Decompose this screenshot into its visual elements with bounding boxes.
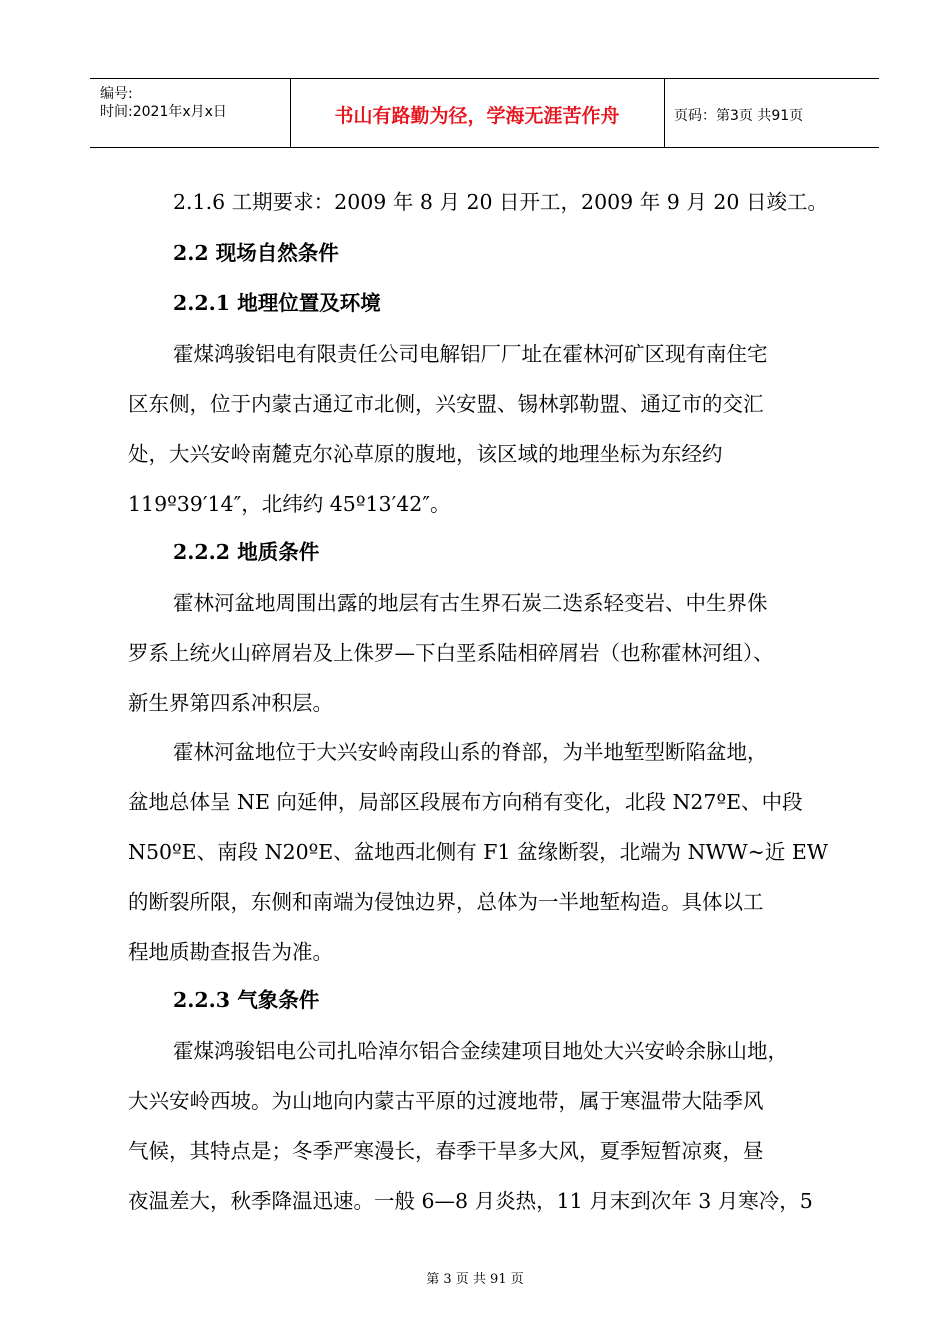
paragraph-line: 区东侧，位于内蒙古通辽市北侧，兴安盟、锡林郭勒盟、通辽市的交汇 [128, 392, 764, 416]
paragraph-line: 的断裂所限，东侧和南端为侵蚀边界，总体为一半地堑构造。具体以工 [128, 890, 764, 914]
header-motto: 书山有路勤为径，学海无涯苦作舟 [334, 105, 620, 127]
paragraph-line: 程地质勘查报告为准。 [128, 940, 333, 964]
paragraph-line: 大兴安岭西坡。为山地向内蒙古平原的过渡地带，属于寒温带大陆季风 [128, 1089, 764, 1113]
paragraph-line: 夜温差大，秋季降温迅速。一般 6—8 月炎热，11 月末到次年 3 月寒冷，5 [128, 1189, 813, 1213]
subsection-heading: 2.2.3 气象条件 [173, 988, 320, 1012]
paragraph-line: N50ºE、南段 N20ºE、盆地西北侧有 F1 盆缘断裂，北端为 NWW~近 EW [128, 840, 828, 864]
paragraph-line: 霍林河盆地周围出露的地层有古生界石炭二迭系轻变岩、中生界侏 [173, 591, 768, 615]
schedule-line: 2.1.6 工期要求：2009 年 8 月 20 日开工，2009 年 9 月 20 日竣工。 [173, 190, 828, 214]
paragraph-line: 处，大兴安岭南麓克尔沁草原的腹地，该区域的地理坐标为东经约 [128, 442, 723, 466]
subsection-heading: 2.2.2 地质条件 [173, 540, 320, 564]
paragraph-line: 新生界第四系冲积层。 [128, 691, 333, 715]
paragraph-line: 119º39′14″，北纬约 45º13′42″。 [128, 492, 451, 516]
paragraph-line: 盆地总体呈 NE 向延伸，局部区段展布方向稍有变化，北段 N27ºE、中段 [128, 790, 803, 814]
paragraph-line: 霍煤鸿骏铝电有限责任公司电解铝厂厂址在霍林河矿区现有南住宅 [173, 342, 768, 366]
subsection-heading: 2.2.1 地理位置及环境 [173, 291, 381, 315]
section-heading: 2.2 现场自然条件 [173, 241, 339, 265]
document-time: 时间:2021年x月x日 [100, 104, 227, 120]
paragraph-line: 罗系上统火山碎屑岩及上侏罗—下白垩系陆相碎屑岩（也称霍林河组）、 [128, 641, 774, 665]
header-page-info: 页码：第3页 共91页 [674, 108, 804, 124]
paragraph-line: 气候，其特点是；冬季严寒漫长，春季干旱多大风，夏季短暂凉爽，昼 [128, 1139, 764, 1163]
paragraph-line: 霍林河盆地位于大兴安岭南段山系的脊部，为半地堑型断陷盆地， [173, 740, 768, 764]
paragraph-line: 霍煤鸿骏铝电公司扎哈淖尔铝合金续建项目地处大兴安岭余脉山地， [173, 1039, 788, 1063]
header-divider [664, 79, 665, 147]
page-footer: 第 3 页 共 91 页 [426, 1272, 524, 1287]
document-number: 编号: [100, 86, 133, 102]
page-header [90, 78, 879, 148]
